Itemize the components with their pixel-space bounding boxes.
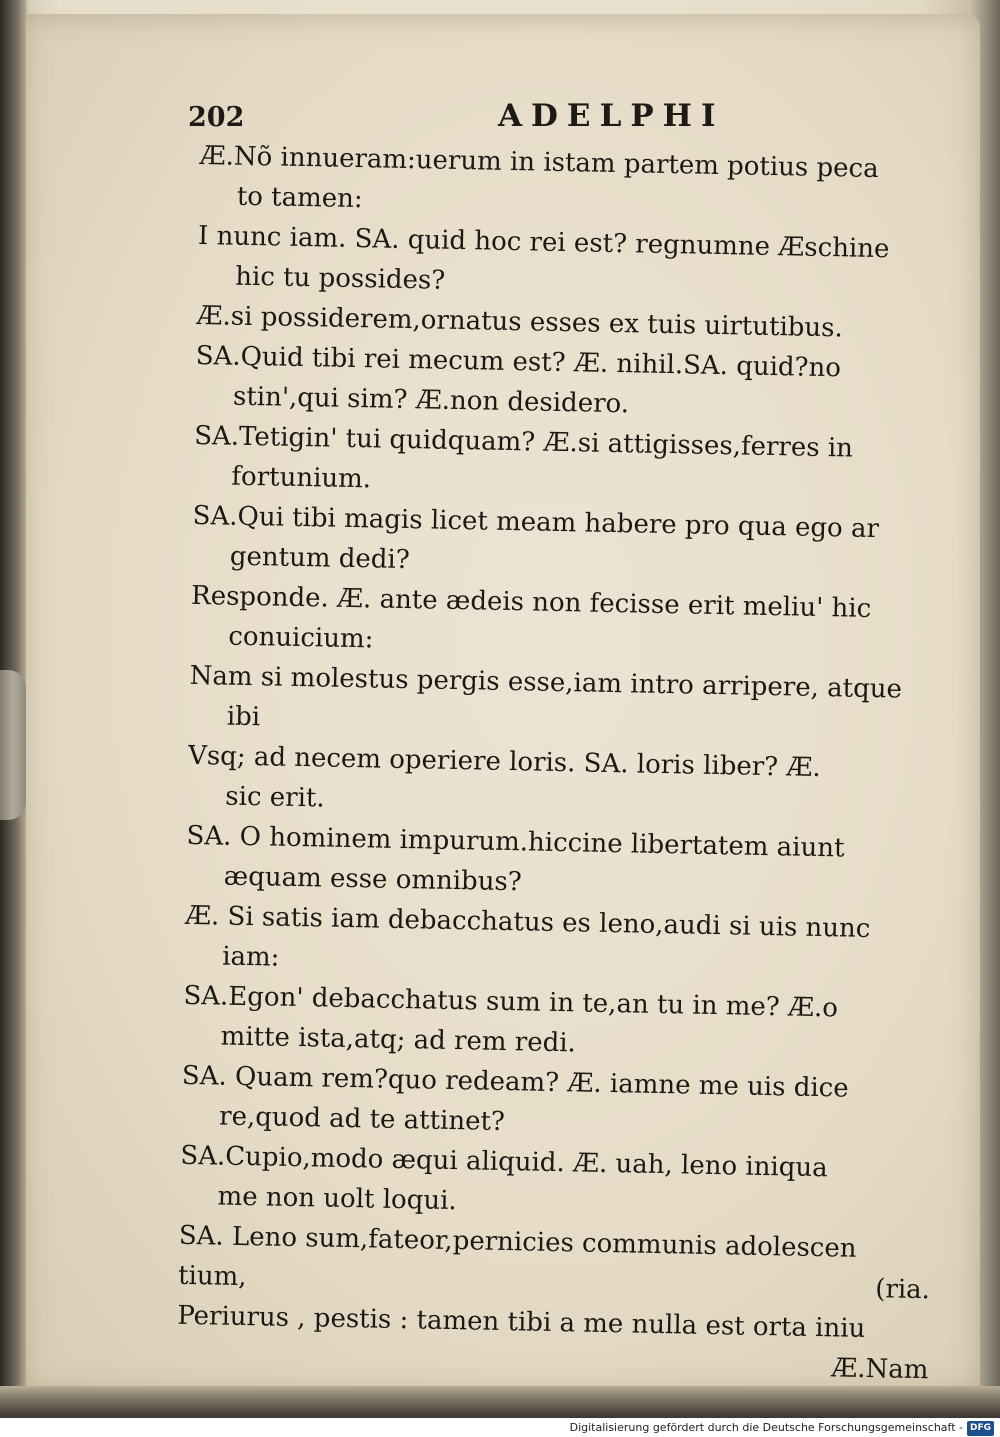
text-line: SA.Quid tibi rei mecum est? Æ. nihil.SA. quid?no [195, 340, 842, 384]
digitization-footer [0, 1418, 1000, 1437]
page-header [0, 98, 1000, 138]
text-line: conuicium: [228, 621, 374, 655]
text-line: sic erit. [225, 781, 325, 814]
text-block [176, 136, 960, 1390]
text-line: æquam esse omnibus? [223, 861, 523, 898]
text-line: Vsq; ad necem operiere loris. SA. loris liber? Æ. [187, 740, 821, 784]
catchword: Æ.Nam [830, 1353, 929, 1386]
text-line: stin',qui sim? Æ.non desidero. [232, 381, 630, 420]
text-line: re,quod ad te attinet? [218, 1101, 506, 1138]
text-line: SA. O hominem impurum.hiccine libertatem aiunt [186, 820, 845, 864]
text-line: SA.Tetigin' tui quidquam? Æ.si attigisses,ferres in [193, 420, 854, 464]
text-line: gentum dedi? [229, 541, 411, 576]
dfg-logo: DFG [967, 1421, 994, 1436]
page-number: 202 [188, 102, 245, 133]
text-line: SA.Cupio,modo æqui aliquid. Æ. uah, leno iniqua [180, 1140, 828, 1184]
book-clasp [0, 670, 26, 820]
text-line: SA. Leno sum,fateor,pernicies communis adolescen [178, 1220, 857, 1264]
page-bottom-edge [0, 1386, 1000, 1418]
text-line: SA.Egon' debacchatus sum in te,an tu in me? Æ.o [183, 980, 839, 1024]
text-line: mitte ista,atq; ad rem redi. [220, 1021, 577, 1059]
text-line: Æ.si possiderem,ornatus esses ex tuis uirtutibus. [196, 300, 844, 344]
text-fragment: (ria. [875, 1274, 931, 1306]
text-line: fortunium. [231, 461, 372, 495]
text-line: me non uolt loqui. [217, 1181, 457, 1217]
text-line: Responde. Æ. ante ædeis non fecisse erit meliu' hic [190, 580, 872, 624]
footer-credit: Digitalisierung gefördert durch die Deutsche Forschungsgemeinschaft - [569, 1421, 963, 1434]
text-line: Æ.Nõ innueram:uerum in istam partem potius peca [199, 140, 879, 185]
text-line: ibi [226, 701, 261, 733]
text-line: Nam si molestus pergis esse,iam intro arripere, atque [189, 660, 903, 705]
text-line: Periurus , pestis : tamen tibi a me nulla est orta iniu [177, 1300, 866, 1344]
text-fragment: tium, [177, 1260, 247, 1293]
running-head: ADELPHI [498, 98, 725, 134]
text-line: iam: [221, 941, 280, 973]
text-line: hic tu possides? [235, 261, 446, 296]
text-line: SA. Quam rem?quo redeam? Æ. iamne me uis dice [181, 1060, 849, 1104]
text-line: SA.Qui tibi magis licet meam habere pro qua ego ar [192, 500, 880, 545]
text-line: I nunc iam. SA. quid hoc rei est? regnumne Æschine [197, 220, 890, 265]
text-line: to tamen: [236, 181, 363, 215]
text-line: Æ. Si satis iam debacchatus es leno,audi si uis nunc [184, 900, 871, 945]
